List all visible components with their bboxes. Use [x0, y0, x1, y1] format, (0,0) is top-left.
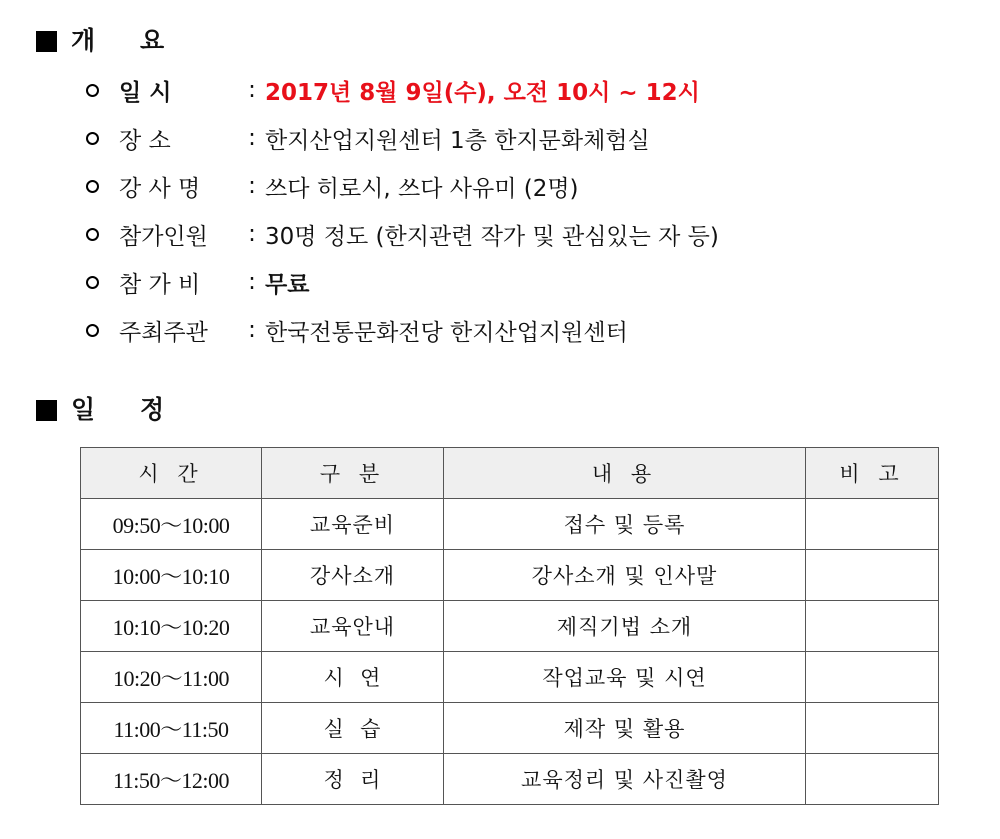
overview-item-value: 2017년 8월 9일(수), 오전 10시 ~ 12시: [265, 79, 700, 106]
schedule-content-cell: 제직기법 소개: [444, 601, 806, 652]
overview-item: [84, 66, 719, 114]
overview-item: [84, 258, 719, 306]
overview-item: [84, 114, 719, 162]
hollow-circle-bullet-icon: [86, 84, 99, 97]
overview-item-label: 참 가 비: [119, 271, 201, 298]
overview-item-colon: :: [248, 77, 256, 103]
column-header-time: 시 간: [81, 448, 262, 499]
schedule-row: [81, 499, 939, 550]
hollow-circle-bullet-icon: [86, 324, 99, 337]
overview-item-colon: :: [248, 221, 256, 247]
hollow-circle-bullet-icon: [86, 132, 99, 145]
schedule-category-cell: 시 연: [262, 652, 444, 703]
schedule-category-cell: 교육안내: [262, 601, 444, 652]
column-header-note: 비 고: [806, 448, 939, 499]
black-square-bullet-icon: [36, 400, 57, 421]
schedule-category-cell: 교육준비: [262, 499, 444, 550]
schedule-time-cell: 09:50～10:00: [81, 499, 262, 550]
schedule-note-cell: [806, 703, 939, 754]
overview-item-value: 쓰다 히로시, 쓰다 사유미 (2명): [265, 175, 579, 202]
overview-item: [84, 162, 719, 210]
schedule-note-cell: [806, 754, 939, 805]
overview-item-value: 한지산업지원센터 1층 한지문화체험실: [265, 127, 650, 154]
overview-item-label: 참가인원: [119, 223, 208, 250]
schedule-row: [81, 754, 939, 805]
hollow-circle-bullet-icon: [86, 276, 99, 289]
schedule-heading-text: 일 정: [71, 395, 167, 424]
black-square-bullet-icon: [36, 31, 57, 52]
overview-heading-text: 개 요: [71, 26, 167, 55]
schedule-time-cell: 10:20～11:00: [81, 652, 262, 703]
schedule-row: [81, 652, 939, 703]
schedule-category-cell: 실 습: [262, 703, 444, 754]
hollow-circle-bullet-icon: [86, 228, 99, 241]
overview-item: [84, 306, 719, 354]
schedule-time-cell: 10:00～10:10: [81, 550, 262, 601]
column-header-content: 내 용: [444, 448, 806, 499]
overview-item-label: 일 시: [119, 79, 172, 106]
schedule-row: [81, 550, 939, 601]
overview-item-label: 주최주관: [119, 319, 208, 346]
schedule-content-cell: 제작 및 활용: [444, 703, 806, 754]
overview-item-value: 30명 정도 (한지관련 작가 및 관심있는 자 등): [265, 223, 719, 250]
overview-list: [84, 66, 719, 354]
overview-item-colon: :: [248, 317, 256, 343]
schedule-header-row: [81, 448, 939, 499]
schedule-note-cell: [806, 550, 939, 601]
schedule-heading: [36, 393, 166, 427]
schedule-note-cell: [806, 652, 939, 703]
schedule-time-cell: 11:50～12:00: [81, 754, 262, 805]
overview-heading: [36, 24, 166, 58]
overview-item-colon: :: [248, 269, 256, 295]
schedule-category-cell: 정 리: [262, 754, 444, 805]
schedule-content-cell: 접수 및 등록: [444, 499, 806, 550]
schedule-row: [81, 703, 939, 754]
overview-item-label: 강 사 명: [119, 175, 201, 202]
schedule-content-cell: 작업교육 및 시연: [444, 652, 806, 703]
overview-item-colon: :: [248, 173, 256, 199]
overview-item-colon: :: [248, 125, 256, 151]
schedule-row: [81, 601, 939, 652]
overview-item: [84, 210, 719, 258]
schedule-time-cell: 10:10～10:20: [81, 601, 262, 652]
schedule-category-cell: 강사소개: [262, 550, 444, 601]
overview-item-value: 한국전통문화전당 한지산업지원센터: [265, 319, 628, 346]
schedule-time-cell: 11:00～11:50: [81, 703, 262, 754]
schedule-content-cell: 교육정리 및 사진촬영: [444, 754, 806, 805]
schedule-note-cell: [806, 601, 939, 652]
schedule-content-cell: 강사소개 및 인사말: [444, 550, 806, 601]
schedule-table: [80, 447, 939, 805]
hollow-circle-bullet-icon: [86, 180, 99, 193]
schedule-note-cell: [806, 499, 939, 550]
overview-item-value: 무료: [265, 271, 310, 298]
column-header-category: 구 분: [262, 448, 444, 499]
overview-item-label: 장 소: [119, 127, 171, 154]
